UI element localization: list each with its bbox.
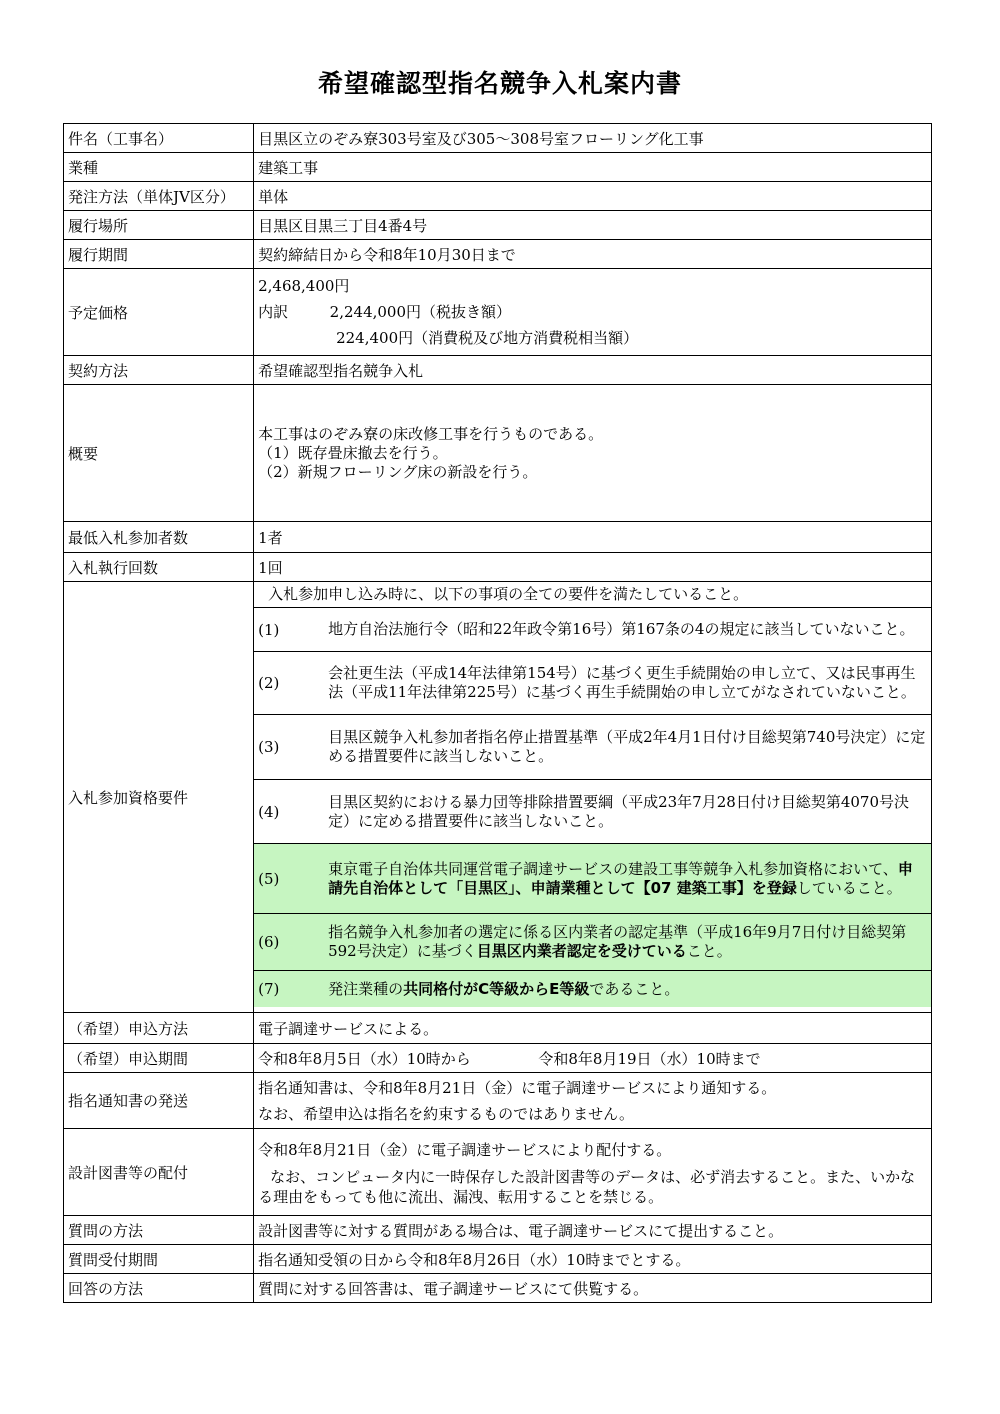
- req-item-3: [254, 714, 931, 779]
- value-kaito: 質問に対する回答書は、電子調達サービスにて供覧する。: [254, 1274, 932, 1303]
- req-text-7: [328, 980, 931, 999]
- row-hatchu: [64, 182, 932, 211]
- value-kikan: 契約締結日から令和8年10月30日まで: [254, 240, 932, 269]
- label-gaiyo: 概要: [64, 385, 254, 522]
- req-text-6c: こと。: [686, 942, 732, 960]
- value-gyoshu: 建築工事: [254, 153, 932, 182]
- row-kikan: [64, 240, 932, 269]
- req-text-7b: 共同格付がC等級からE等級: [403, 979, 590, 998]
- value-kenmei: 目黒区立のぞみ寮303号室及び305～308号室フローリング化工事: [254, 124, 932, 153]
- req-item-5: [254, 843, 931, 913]
- label-shimei: 指名通知書の発送: [64, 1073, 254, 1129]
- value-shikaku: [254, 582, 932, 1013]
- label-uketsuke: 質問受付期間: [64, 1245, 254, 1274]
- yotei-line1: 2,244,000円（税抜き額）: [329, 303, 512, 321]
- req-text-7c: であること。: [589, 979, 680, 998]
- value-uketsuke: 指名通知受領の日から令和8年8月26日（水）10時までとする。: [254, 1245, 932, 1274]
- label-kenmei: 件名（工事名）: [64, 124, 254, 153]
- label-kaito: 回答の方法: [64, 1274, 254, 1303]
- shimei-line1: 指名通知書は、令和8年8月21日（金）に電子調達サービスにより通知する。: [258, 1078, 777, 1097]
- page-title: 希望確認型指名競争入札案内書: [317, 69, 682, 98]
- req-text-2: 会社更生法（平成14年法律第154号）に基づく更生手続開始の申し立て、又は民事再生法（平成11年法律第225号）に基づく再生手続開始の申し立てがなされていないこと。: [328, 664, 916, 701]
- req-text-5b: 申請先自治体として「目黒区」、申請業種として【07 建築工事】を登録: [328, 859, 913, 897]
- label-moushikomi-kikan: （希望）申込期間: [64, 1044, 254, 1073]
- row-sekkei: [64, 1129, 932, 1216]
- label-keiyaku: 契約方法: [64, 356, 254, 385]
- label-basho: 履行場所: [64, 211, 254, 240]
- row-yotei: [64, 269, 932, 356]
- label-kaisu: 入札執行回数: [64, 553, 254, 582]
- sekkei-line1: 令和8年8月21日（金）に電子調達サービスにより配付する。: [258, 1141, 672, 1159]
- row-saitei: [64, 522, 932, 553]
- req-text-6a: 指名競争入札参加者の選定に係る区内業者の認定基準（平成16年9月7日付け目総契第592号決定）に基づく: [328, 923, 907, 960]
- label-shitsumon: 質問の方法: [64, 1216, 254, 1245]
- gaiyo-line1: 本工事はのぞみ寮の床改修工事を行うものである。: [258, 424, 604, 443]
- req-text-6: [328, 923, 931, 961]
- label-moushikomi-hoho: （希望）申込方法: [64, 1013, 254, 1044]
- row-keiyaku: [64, 356, 932, 385]
- req-num-3: (3): [258, 738, 280, 756]
- req-text-1: 地方自治法施行令（昭和22年政令第16号）第167条の4の規定に該当していないこと。: [328, 620, 915, 638]
- req-text-5: [328, 860, 931, 898]
- value-sekkei: [254, 1129, 932, 1216]
- row-basho: [64, 211, 932, 240]
- req-item-7: [254, 970, 931, 1007]
- row-uketsuke: [64, 1245, 932, 1274]
- row-moushikomi-hoho: [64, 1013, 932, 1044]
- label-yotei: 予定価格: [64, 269, 254, 356]
- row-shikaku: [64, 582, 932, 1013]
- value-saitei: 1者: [254, 522, 932, 553]
- req-item-4: [254, 779, 931, 843]
- req-text-7a: 発注業種の: [328, 979, 404, 998]
- req-num-7: (7): [258, 980, 280, 998]
- row-kaisu: [64, 553, 932, 582]
- req-item-2: [254, 651, 931, 714]
- req-num-5: (5): [258, 869, 280, 888]
- row-shitsumon: [64, 1216, 932, 1245]
- moushikomi-from: 令和8年8月5日（水）10時から: [258, 1049, 471, 1068]
- value-kaisu: 1回: [254, 553, 932, 582]
- gaiyo-line3: （2）新規フローリング床の新設を行う。: [258, 462, 538, 481]
- row-kenmei: [64, 124, 932, 153]
- value-shitsumon: 設計図書等に対する質問がある場合は、電子調達サービスにて提出すること。: [254, 1216, 932, 1245]
- req-text-5c: していること。: [796, 878, 902, 897]
- label-shikaku: 入札参加資格要件: [64, 582, 254, 1013]
- req-num-6: (6): [258, 933, 280, 951]
- req-item-6: [254, 913, 931, 970]
- moushikomi-to: 令和8年8月19日（水）10時まで: [538, 1049, 761, 1068]
- label-kikan: 履行期間: [64, 240, 254, 269]
- value-shimei: [254, 1073, 932, 1129]
- label-gyoshu: 業種: [64, 153, 254, 182]
- label-hatchu: 発注方法（単体JV区分）: [64, 182, 254, 211]
- yotei-line1-wrap: [258, 299, 927, 325]
- gaiyo-line2: （1）既存畳床撤去を行う。: [258, 443, 448, 462]
- req-item-1: [254, 607, 931, 651]
- yotei-line2: 224,400円（消費税及び地方消費税相当額）: [336, 329, 639, 347]
- value-basho: 目黒区目黒三丁目4番4号: [254, 211, 932, 240]
- label-sekkei: 設計図書等の配付: [64, 1129, 254, 1216]
- bid-info-table: [63, 123, 932, 1303]
- req-text-3: 目黒区競争入札参加者指名停止措置基準（平成2年4月1日付け目総契第740号決定）に定める措置要件に該当しないこと。: [328, 728, 926, 765]
- shimei-line2: なお、希望申込は指名を約束するものではありません。: [258, 1104, 634, 1123]
- shikaku-intro: 入札参加申し込み時に、以下の事項の全ての要件を満たしていること。: [268, 585, 749, 603]
- value-yotei: [254, 269, 932, 356]
- label-saitei: 最低入札参加者数: [64, 522, 254, 553]
- value-keiyaku: 希望確認型指名競争入札: [254, 356, 932, 385]
- req-num-4: (4): [258, 802, 280, 821]
- sekkei-line2: なお、コンピュータ内に一時保存した設計図書等のデータは、必ず消去すること。また、いかなる理由をもっても他に流出、漏洩、転用することを禁じる。: [258, 1168, 916, 1206]
- value-gaiyo: [254, 385, 932, 522]
- row-kaito: [64, 1274, 932, 1303]
- value-hatchu: 単体: [254, 182, 932, 211]
- req-text-6b: 目黒区内業者認定を受けている: [476, 942, 687, 960]
- value-moushikomi-kikan: [254, 1044, 932, 1073]
- req-text-4: 目黒区契約における暴力団等排除措置要綱（平成23年7月28日付け目総契第4070号決定）に定める措置要件に該当しないこと。: [328, 792, 909, 830]
- req-text-5a: 東京電子自治体共同運営電子調達サービスの建設工事等競争入札参加資格において、: [328, 859, 898, 878]
- row-shimei: [64, 1073, 932, 1129]
- row-moushikomi-kikan: [64, 1044, 932, 1073]
- yotei-total: 2,468,400円: [258, 277, 350, 295]
- row-gaiyo: [64, 385, 932, 522]
- row-gyoshu: [64, 153, 932, 182]
- value-moushikomi-hoho: 電子調達サービスによる。: [254, 1013, 932, 1044]
- req-num-1: (1): [258, 620, 280, 639]
- req-num-2: (2): [258, 674, 280, 692]
- yotei-uchiwake-label: 内訳: [258, 303, 289, 321]
